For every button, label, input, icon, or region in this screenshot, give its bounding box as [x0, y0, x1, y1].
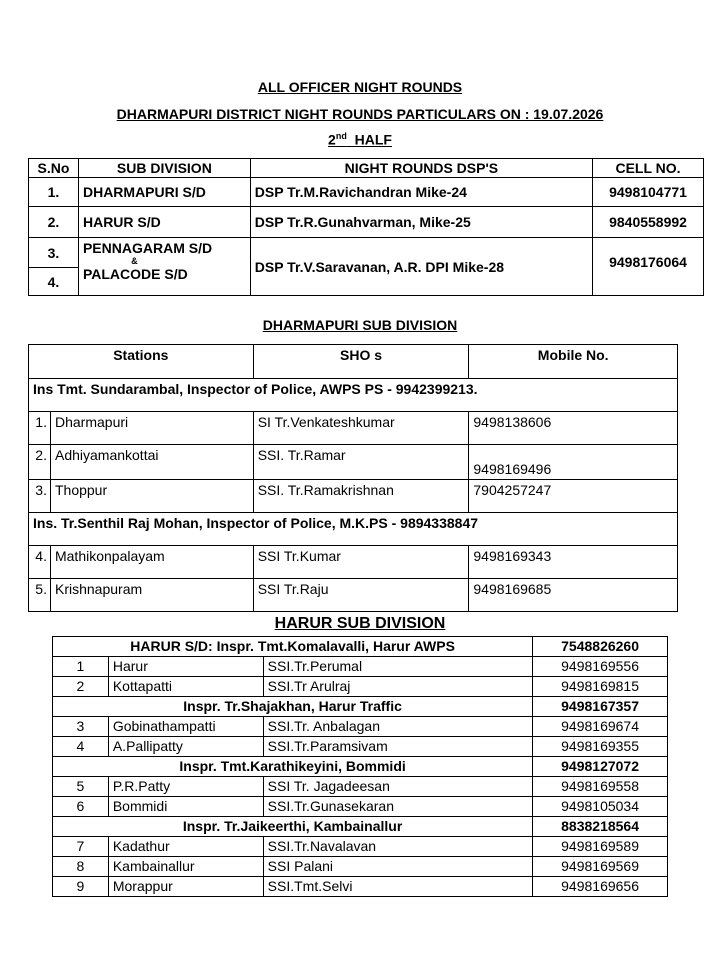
sho-cell: SSI Palani	[263, 857, 532, 877]
table-row	[53, 657, 668, 677]
dsp-cell: DSP Tr.R.Gunahvarman, Mike-25	[250, 207, 592, 238]
cell-number: 9498104771	[593, 178, 704, 207]
inspector-phone: 9498127072	[533, 757, 668, 777]
dsp-cell: DSP Tr.M.Ravichandran Mike-24	[250, 178, 592, 207]
table-row	[29, 480, 678, 513]
station-cell: Kambainallur	[108, 857, 263, 877]
sno-cell: 8	[53, 857, 109, 877]
sno-cell: 2	[53, 677, 109, 697]
inspector-group: Ins. Tr.Senthil Raj Mohan, Inspector of Police, M.K.PS - 9894338847	[29, 513, 678, 546]
inspector-phone: 8838218564	[533, 817, 668, 837]
table-row	[29, 546, 678, 579]
dsp-table	[28, 158, 704, 296]
station-cell: Harur	[108, 657, 263, 677]
sho-cell: SI Tr.Venkateshkumar	[253, 412, 469, 445]
inspector-group: Ins Tmt. Sundarambal, Inspector of Police, AWPS PS - 9942399213.	[29, 379, 678, 412]
mobile-cell: 9498169589	[533, 837, 668, 857]
dharmapuri-table	[28, 344, 678, 612]
cell-number: 9498176064	[593, 238, 704, 296]
table-row	[53, 797, 668, 817]
group-row	[53, 637, 668, 657]
sno-cell: 3.	[29, 238, 79, 268]
sno-cell: 4.	[29, 268, 79, 296]
station-cell: Thoppur	[50, 480, 253, 513]
station-cell: Bommidi	[108, 797, 263, 817]
sno-cell: 4	[53, 737, 109, 757]
mobile-cell: 9498169656	[533, 877, 668, 897]
sno-cell: 5.	[29, 579, 51, 612]
dharmapuri-section-title: DHARMAPURI SUB DIVISION	[262, 317, 458, 333]
sho-cell: SSI.Tr.Navalavan	[263, 837, 532, 857]
group-row	[53, 757, 668, 777]
station-cell: Adhiyamankottai	[50, 445, 253, 480]
col-sub-division: SUB DIVISION	[78, 159, 250, 178]
sho-cell: SSI Tr.Raju	[253, 579, 469, 612]
station-cell: A.Pallipatty	[108, 737, 263, 757]
table-row	[53, 837, 668, 857]
table-row	[53, 717, 668, 737]
division-cell: DHARMAPURI S/D	[78, 178, 250, 207]
mobile-cell: 9498169496	[469, 445, 678, 480]
sho-cell: SSI.Tmt.Selvi	[263, 877, 532, 897]
col-sno: S.No	[29, 159, 79, 178]
inspector-group: Inspr. Tr.Shajakhan, Harur Traffic	[53, 697, 533, 717]
half-superscript: nd	[335, 131, 347, 141]
mobile-cell: 9498169685	[469, 579, 678, 612]
sno-cell: 2.	[29, 207, 79, 238]
sno-cell: 2.	[29, 445, 51, 480]
division-name-a: PENNAGARAM S/D	[82, 240, 213, 256]
table-row	[53, 857, 668, 877]
division-cell: HARUR S/D	[78, 207, 250, 238]
half-label	[0, 131, 720, 148]
mobile-cell: 9498169815	[533, 677, 668, 697]
sno-cell: 1	[53, 657, 109, 677]
sno-cell: 1.	[29, 412, 51, 445]
station-cell: Kottapatti	[108, 677, 263, 697]
harur-table	[52, 636, 668, 897]
sno-cell: 6	[53, 797, 109, 817]
table-row	[29, 178, 704, 207]
sho-cell: SSI.Tr. Anbalagan	[263, 717, 532, 737]
inspector-group: Inspr. Tmt.Karathikeyini, Bommidi	[53, 757, 533, 777]
inspector-group: Inspr. Tr.Jaikeerthi, Kambainallur	[53, 817, 533, 837]
cell-number: 9840558992	[593, 207, 704, 238]
table-row	[53, 737, 668, 757]
dsp-cell: DSP Tr.V.Saravanan, A.R. DPI Mike-28	[250, 238, 592, 296]
station-cell: Gobinathampatti	[108, 717, 263, 737]
sho-cell: SSI. Tr.Ramar	[253, 445, 469, 480]
sho-cell: SSI.Tr Arulraj	[263, 677, 532, 697]
station-cell: Krishnapuram	[50, 579, 253, 612]
sno-cell: 3	[53, 717, 109, 737]
mobile-cell: 9498169569	[533, 857, 668, 877]
table-row	[29, 445, 678, 480]
col-mobile: Mobile No.	[469, 345, 678, 379]
station-cell: Morappur	[108, 877, 263, 897]
sho-cell: SSI.Tr.Gunasekaran	[263, 797, 532, 817]
table-header-row	[29, 159, 704, 178]
sno-cell: 9	[53, 877, 109, 897]
inspector-group: HARUR S/D: Inspr. Tmt.Komalavalli, Harur AWPS	[53, 637, 533, 657]
half-word: HALF	[346, 131, 392, 148]
table-row	[29, 412, 678, 445]
sho-cell: SSI Tr.Kumar	[253, 546, 469, 579]
harur-section-title: HARUR SUB DIVISION	[274, 615, 446, 632]
sho-cell: SSI.Tr.Paramsivam	[263, 737, 532, 757]
table-row	[53, 677, 668, 697]
mobile-cell: 7904257247	[469, 480, 678, 513]
col-cell: CELL NO.	[593, 159, 704, 178]
sno-cell: 5	[53, 777, 109, 797]
table-row	[29, 207, 704, 238]
station-cell: Dharmapuri	[50, 412, 253, 445]
inspector-phone: 7548826260	[533, 637, 668, 657]
sno-cell: 4.	[29, 546, 51, 579]
sho-cell: SSI Tr. Jagadeesan	[263, 777, 532, 797]
station-cell: P.R.Patty	[108, 777, 263, 797]
sno-cell: 1.	[29, 178, 79, 207]
table-header-row	[29, 345, 678, 379]
station-cell: Kadathur	[108, 837, 263, 857]
table-row	[53, 777, 668, 797]
station-cell: Mathikonpalayam	[50, 546, 253, 579]
sho-cell: SSI.Tr.Perumal	[263, 657, 532, 677]
page-title: ALL OFFICER NIGHT ROUNDS	[257, 79, 463, 95]
inspector-phone: 9498167357	[533, 697, 668, 717]
half-number: 2	[328, 131, 336, 148]
mobile-cell: 9498105034	[533, 797, 668, 817]
table-row	[29, 238, 704, 268]
group-row	[53, 817, 668, 837]
mobile-cell: 9498169355	[533, 737, 668, 757]
ampersand: &	[131, 256, 138, 266]
mobile-cell: 9498169343	[469, 546, 678, 579]
mobile-cell: 9498169556	[533, 657, 668, 677]
table-row	[29, 579, 678, 612]
sno-cell: 7	[53, 837, 109, 857]
sno-cell: 3.	[29, 480, 51, 513]
division-name-b: PALACODE S/D	[82, 266, 188, 282]
mobile-cell: 9498138606	[469, 412, 678, 445]
mobile-cell: 9498169558	[533, 777, 668, 797]
mobile-cell: 9498169674	[533, 717, 668, 737]
group-row	[29, 379, 678, 412]
col-sho: SHO s	[253, 345, 469, 379]
page-subtitle: DHARMAPURI DISTRICT NIGHT ROUNDS PARTICULARS ON : 19.07.2026	[116, 106, 604, 122]
group-row	[29, 513, 678, 546]
col-dsp: NIGHT ROUNDS DSP'S	[250, 159, 592, 178]
group-row	[53, 697, 668, 717]
sho-cell: SSI. Tr.Ramakrishnan	[253, 480, 469, 513]
division-cell	[78, 238, 250, 296]
table-row	[53, 877, 668, 897]
col-stations: Stations	[29, 345, 254, 379]
